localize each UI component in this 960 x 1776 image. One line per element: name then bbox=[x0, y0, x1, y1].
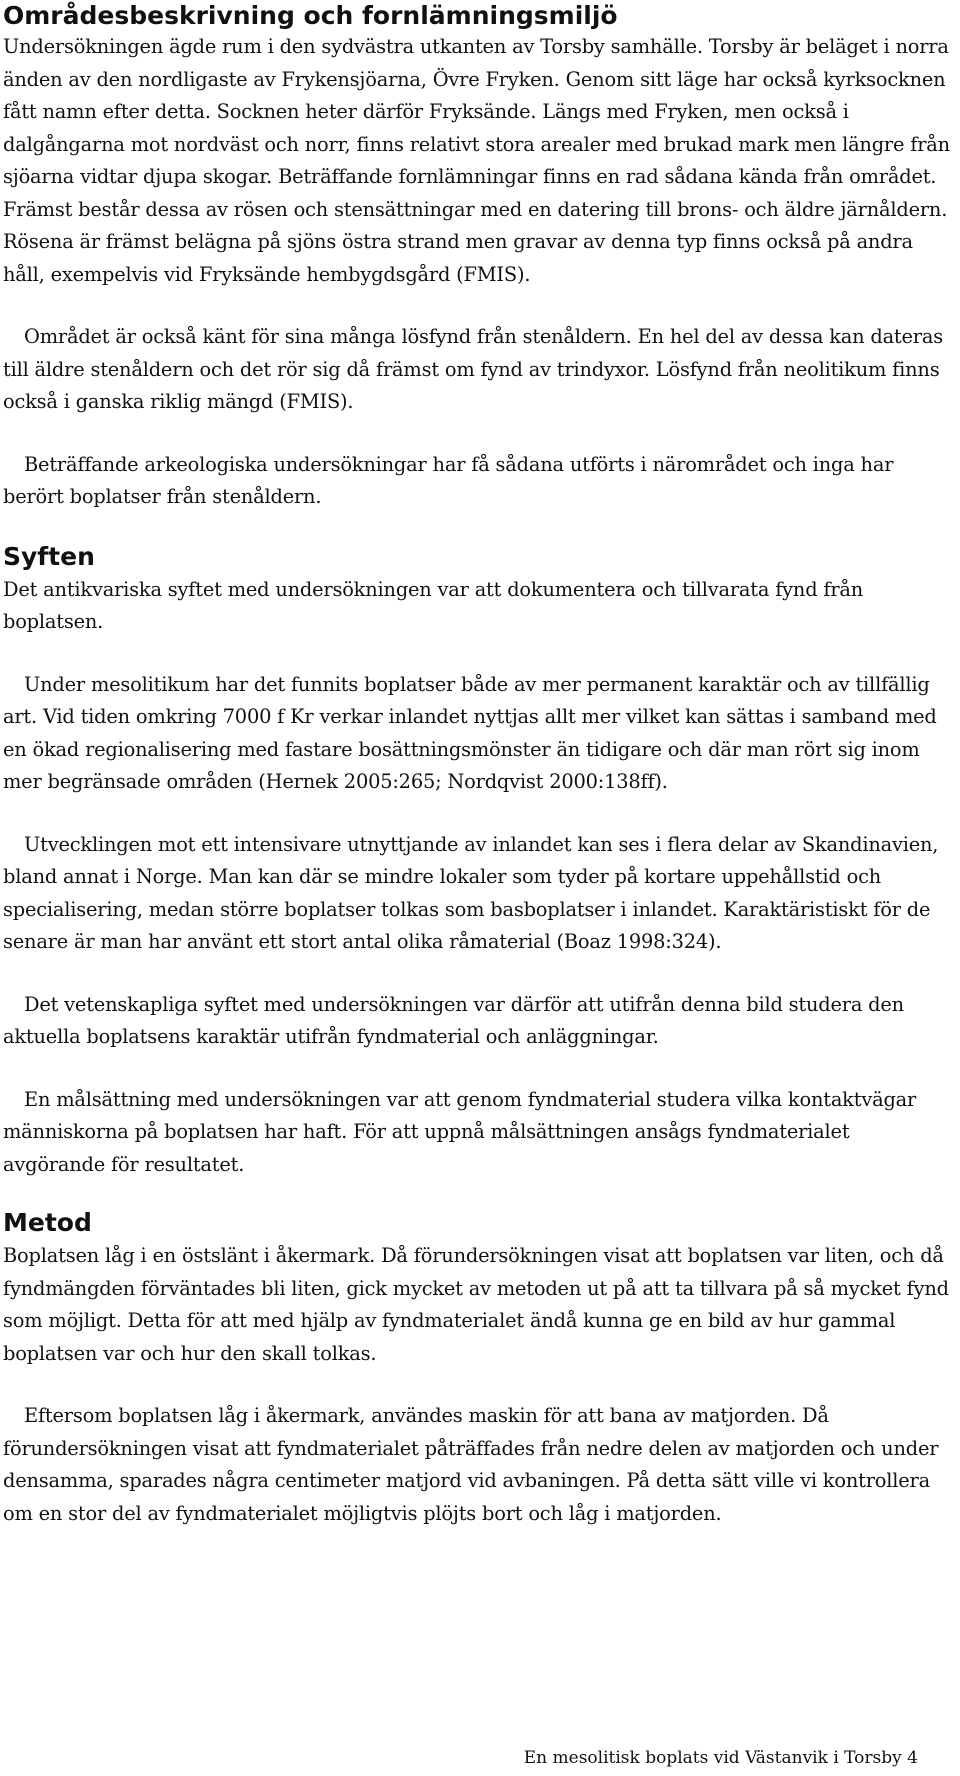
page-number: 4 bbox=[907, 1748, 918, 1768]
paragraph-syften-2: Under mesolitikum har det funnits boplatser både av mer permanent karaktär och av tillfällig art. Vid tiden omkring 7000 f Kr verkar inlandet nyttjas allt mer vilket kan sättas i samband med en ökad regionalisering med fastare bosättningsmönster än tidigare och där man rört sig inom mer begränsade områden (Hernek 2005:265; Nordqvist 2000:138ff). bbox=[3, 672, 937, 793]
paragraph-syften-3: Utvecklingen mot ett intensivare utnyttjande av inlandet kan ses i flera delar av Skandinavien, bland annat i Norge. Man kan där se mindre lokaler som tyder på kortare uppehållstid och specialisering, medan större boplatser tolkas som basboplatser i inlandet. Karaktäristiskt för de senare är man har använt ett stort antal olika råmaterial (Boaz 1998:324). bbox=[3, 832, 939, 953]
footer-title: En mesolitisk boplats vid Västanvik i Torsby bbox=[523, 1748, 902, 1768]
paragraph-omrade-2: Området är också känt för sina många lösfynd från stenåldern. En hel del av dessa kan dateras till äldre stenåldern och det rör sig då främst om fynd av trindyxor. Lösfynd från neolitikum finns också i ganska riklig mängd (FMIS). bbox=[3, 325, 943, 413]
section-heading-metod: Metod bbox=[3, 1208, 92, 1237]
paragraph-omrade-3: Beträffande arkeologiska undersökningar har få sådana utförts i närområdet och inga har berört boplatser från stenåldern. bbox=[3, 452, 894, 508]
paragraph-omrade-1: Undersökningen ägde rum i den sydvästra utkanten av Torsby samhälle. Torsby är beläget i norra änden av den nordligaste av Frykensjöarna, Övre Fryken. Genom sitt läge har också kyrksocknen fått namn efter detta. Socknen heter därför Fryksände. Längs med Fryken, men också i dalgångarna mot nordväst och norr, finns relativt stora arealer med brukad mark men längre från sjöarna vidtar djupa skogar. Beträffande fornlämningar finns en rad sådana kända från området. Främst består dessa av rösen och stensättningar med en datering till brons- och äldre järnåldern. Rösena är främst belägna på sjöns östra strand men gravar av denna typ finns också på andra håll, exempelvis vid Fryksände hembygdsgård (FMIS). bbox=[3, 35, 950, 286]
page-footer bbox=[524, 1747, 918, 1769]
section-heading-omradesbeskrivning: Områdesbeskrivning och fornlämningsmiljö bbox=[3, 1, 618, 30]
paragraph-syften-5: En målsättning med undersökningen var att genom fyndmaterial studera vilka kontaktvägar människorna på boplatsen har haft. För att uppnå målsättningen ansågs fyndmaterialet avgörande för resultatet. bbox=[3, 1087, 917, 1176]
paragraph-syften-4: Det vetenskapliga syftet med undersökningen var därför att utifrån denna bild studera den aktuella boplatsens karaktär utifrån fyndmaterial och anläggningar. bbox=[3, 992, 904, 1048]
paragraph-syften-1: Det antikvariska syftet med undersökningen var att dokumentera och tillvarata fynd från boplatsen. bbox=[3, 577, 864, 633]
section-heading-syften: Syften bbox=[3, 541, 95, 571]
paragraph-metod-1: Boplatsen låg i en östslänt i åkermark. Då förundersökningen visat att boplatsen var liten, och då fyndmängden förväntades bli liten, gick mycket av metoden ut på att ta tillvara på så mycket fynd som möjligt. Detta för att med hjälp av fyndmaterialet ändå kunna ge en bild av hur gammal boplatsen var och hur den skall tolkas. bbox=[3, 1244, 949, 1365]
paragraph-metod-2: Eftersom boplatsen låg i åkermark, användes maskin för att bana av matjorden. Då förundersökningen visat att fyndmaterialet påträffades från nedre delen av matjorden och under densamma, sparades några centimeter matjord vid avbaningen. På detta sätt ville vi kontrollera om en stor del av fyndmaterialet möjligtvis plöjts bort och låg i matjorden. bbox=[3, 1404, 939, 1525]
